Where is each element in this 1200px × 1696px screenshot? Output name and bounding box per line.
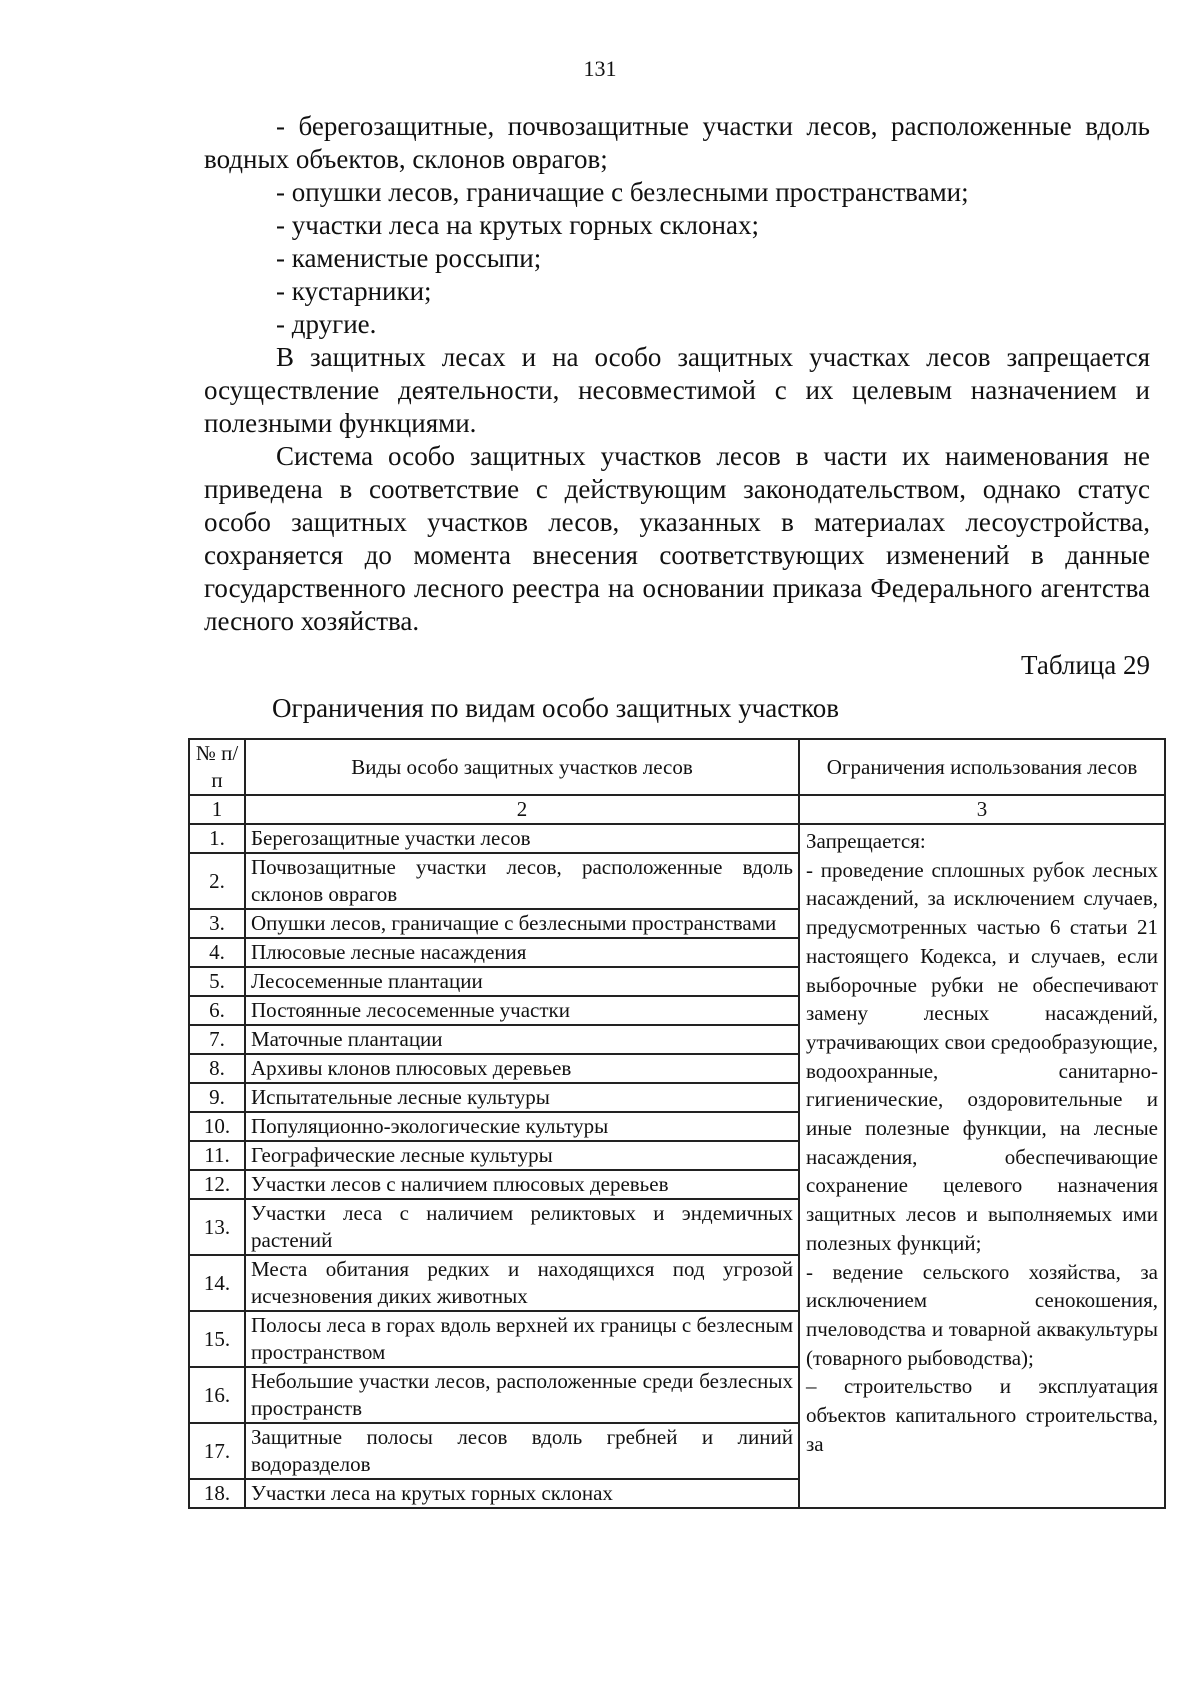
row-kind: Географические лесные культуры xyxy=(245,1141,799,1170)
row-kind: Берегозащитные участки лесов xyxy=(245,824,799,853)
restriction-text: Запрещается: xyxy=(806,829,926,853)
row-number: 6. xyxy=(189,996,245,1025)
row-number: 8. xyxy=(189,1054,245,1083)
bullet-item: - другие. xyxy=(276,309,377,339)
header-restrictions: Ограничения использования лесов xyxy=(799,739,1165,795)
paragraph: Система особо защитных участков лесов в части их наименования не приведена в соответствие с действующим законодательством, однако статус особо защитных участков лесов, указанных в материалах лесоустройства, сохраняется до момента внесения соответствующих изменений в данные государственного лесного реестра на основании приказа Федерального агентства лесного хозяйства. xyxy=(204,441,1150,636)
row-kind: Испытательные лесные культуры xyxy=(245,1083,799,1112)
row-kind: Полосы леса в горах вдоль верхней их границы с безлесным пространством xyxy=(245,1311,799,1367)
row-number: 18. xyxy=(189,1479,245,1508)
row-number: 13. xyxy=(189,1199,245,1255)
table-header-row xyxy=(189,739,1165,795)
restrictions-cell xyxy=(799,824,1165,1508)
row-kind: Плюсовые лесные насаждения xyxy=(245,938,799,967)
row-kind: Защитные полосы лесов вдоль гребней и линий водоразделов xyxy=(245,1423,799,1479)
row-number: 16. xyxy=(189,1367,245,1423)
row-kind: Лесосеменные плантации xyxy=(245,967,799,996)
row-number: 5. xyxy=(189,967,245,996)
row-kind: Маточные плантации xyxy=(245,1025,799,1054)
body-text xyxy=(204,110,1150,638)
row-number: 17. xyxy=(189,1423,245,1479)
bullet-item: - участки леса на крутых горных склонах; xyxy=(276,210,759,240)
row-number: 12. xyxy=(189,1170,245,1199)
row-kind: Участки лесов с наличием плюсовых деревьев xyxy=(245,1170,799,1199)
row-number: 2. xyxy=(189,853,245,909)
table-title: Ограничения по видам особо защитных участков xyxy=(272,693,840,723)
page-number: 131 xyxy=(583,56,617,81)
header-num: № п/п xyxy=(189,739,245,795)
bullet-item: - берегозащитные, почвозащитные участки лесов, расположенные вдоль водных объектов, склонов оврагов; xyxy=(204,111,1150,174)
row-number: 14. xyxy=(189,1255,245,1311)
bullet-item: - каменистые россыпи; xyxy=(276,243,542,273)
bullet-item: - кустарники; xyxy=(276,276,432,306)
restriction-text: - проведение сплошных рубок лесных насаждений, за исключением случаев, предусмотренных частью 6 статьи 21 настоящего Кодекса, и случаев, если выборочные рубки не обеспечивают замену лесных насаждений, утрачивающих свои средообразующие, водоохранные, санитарно-гигиенические, оздоровительные и иные полезные функции, на лесные насаждения, обеспечивающие сохранение целевого назначения защитных лесов и выполняемых ими полезных функций; xyxy=(806,857,1158,1255)
row-number: 3. xyxy=(189,909,245,938)
row-number: 10. xyxy=(189,1112,245,1141)
row-number: 11. xyxy=(189,1141,245,1170)
table-label: Таблица 29 xyxy=(1021,650,1150,680)
row-number: 9. xyxy=(189,1083,245,1112)
bullet-item: - опушки лесов, граничащие с безлесными пространствами; xyxy=(276,177,969,207)
table-index-row xyxy=(189,795,1165,824)
row-kind: Архивы клонов плюсовых деревьев xyxy=(245,1054,799,1083)
restriction-text: - ведение сельского хозяйства, за исключением сенокошения, пчеловодства и товарной аквакультуры (товарного рыбоводства); xyxy=(806,1259,1158,1370)
row-number: 15. xyxy=(189,1311,245,1367)
row-number: 7. xyxy=(189,1025,245,1054)
row-kind: Популяционно-экологические культуры xyxy=(245,1112,799,1141)
row-kind: Почвозащитные участки лесов, расположенные вдоль склонов оврагов xyxy=(245,853,799,909)
row-kind: Места обитания редких и находящихся под угрозой исчезновения диких животных xyxy=(245,1255,799,1311)
table-row xyxy=(189,824,1165,853)
row-kind: Участки леса на крутых горных склонах xyxy=(245,1479,799,1508)
row-number: 1. xyxy=(189,824,245,853)
row-kind: Опушки лесов, граничащие с безлесными пространствами xyxy=(245,909,799,938)
row-kind: Небольшие участки лесов, расположенные среди безлесных пространств xyxy=(245,1367,799,1423)
index-cell: 2 xyxy=(245,795,799,824)
row-number: 4. xyxy=(189,938,245,967)
index-cell: 1 xyxy=(189,795,245,824)
index-cell: 3 xyxy=(799,795,1165,824)
paragraph: В защитных лесах и на особо защитных участках лесов запрещается осуществление деятельности, несовместимой с их целевым назначением и полезными функциями. xyxy=(204,342,1150,438)
restrictions-table xyxy=(188,738,1166,1509)
header-kind: Виды особо защитных участков лесов xyxy=(245,739,799,795)
row-kind: Участки леса с наличием реликтовых и эндемичных растений xyxy=(245,1199,799,1255)
restriction-text: – строительство и эксплуатация объектов капитального строительства, за xyxy=(806,1374,1158,1456)
row-kind: Постоянные лесосеменные участки xyxy=(245,996,799,1025)
